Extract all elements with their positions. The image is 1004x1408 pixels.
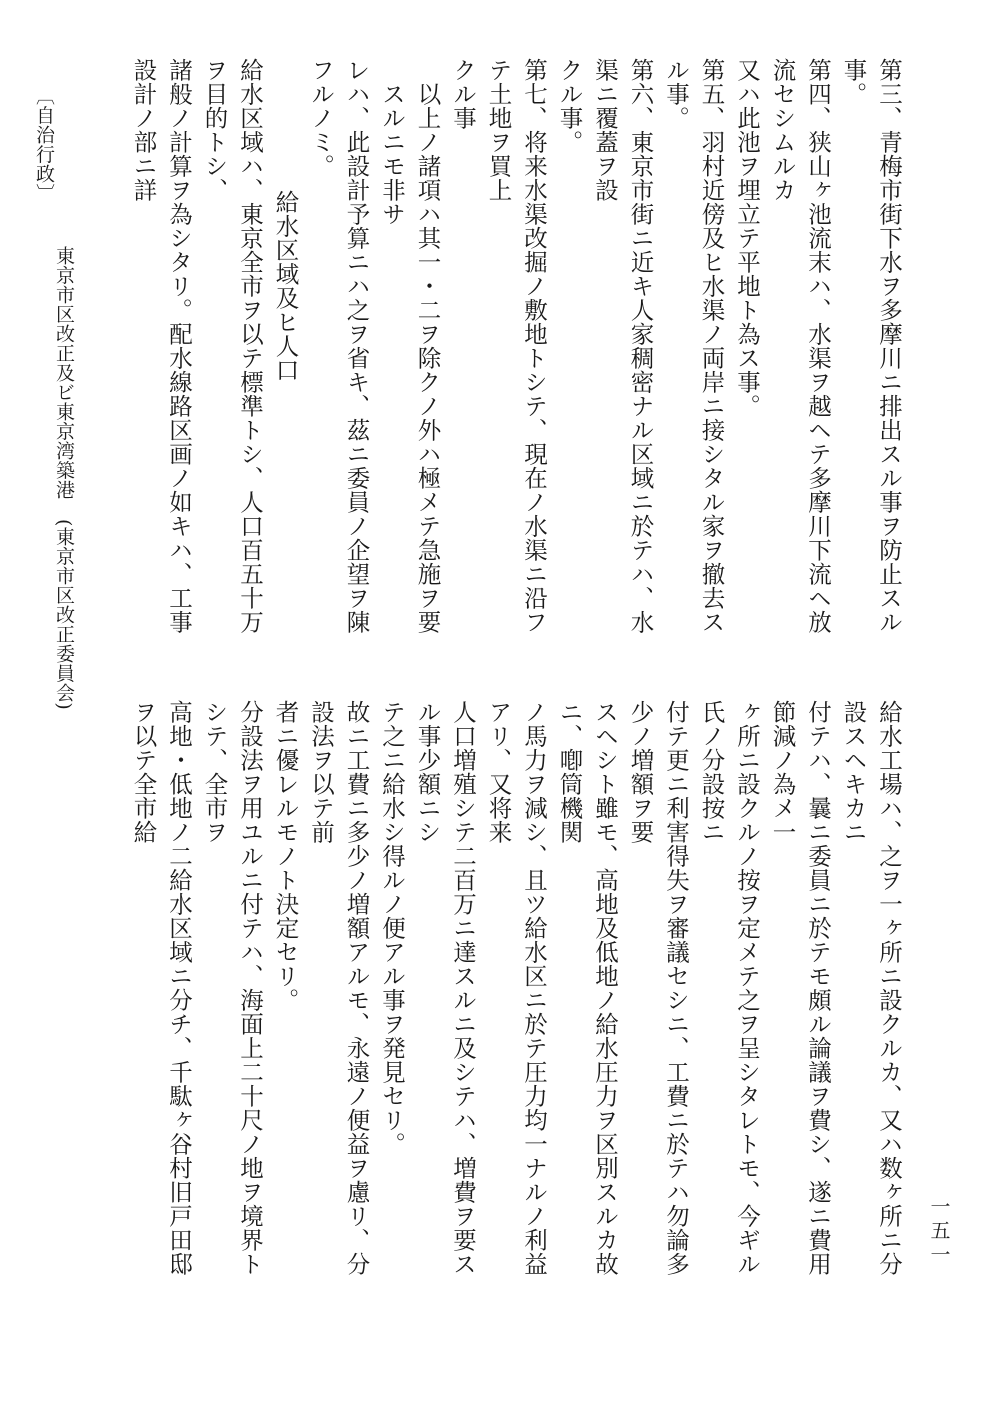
text-line: 人口増殖シテ二百万ニ達スルニ及シテハ、増費ヲ要スル事少額ニシ: [413, 700, 477, 1276]
text-line: クル事。: [555, 58, 584, 154]
text-line: テ之ニ給水シ得ルノ便アル事ヲ発見セリ。: [378, 700, 406, 1156]
text-line: ノ馬力ヲ減シ、且ツ給水区ニ於テ圧力均一ナルノ利益アリ、又将来: [484, 700, 548, 1276]
upper-text-block: [121, 58, 906, 656]
text-line: ヶ所ニ設クルノ按ヲ定メテ之ヲ呈シタレトモ、今ギル氏ノ分設按ニ: [697, 700, 761, 1276]
text-line: クル事: [449, 58, 477, 130]
text-line: スヘシト雖モ、高地及低地ノ給水圧力ヲ区別スルカ故ニ、喞筒機関: [555, 700, 619, 1276]
text-line: 故ニ工費ニ多少ノ増額アルモ、永遠ノ便益ヲ慮リ、分設法ヲ以テ前: [307, 700, 371, 1276]
text-line: 分設法ヲ用ユルニ付テハ、海面上二十尺ノ地ヲ境界トシテ、全市ヲ: [200, 700, 264, 1276]
text-line: 第六、東京市街ニ近キ人家稠密ナル区域ニ於テハ、水渠ニ覆蓋ヲ設: [591, 58, 655, 634]
text-line: 給水工場ハ、之ヲ一ヶ所ニ設クルカ、又ハ数ヶ所ニ分設スヘキカニ: [839, 700, 903, 1276]
text-line: 第四、狭山ヶ池流末ハ、水渠ヲ越ヘテ多摩川下流ヘ放流セシムルカ: [768, 58, 832, 634]
page-number: 一五一: [927, 1196, 951, 1268]
text-line: 諸般ノ計算ヲ為シタリ。配水線路区画ノ如キハ、工事設計ノ部ニ詳: [129, 58, 193, 634]
text-line: 者ニ優レルモノト決定セリ。: [271, 700, 300, 1012]
text-line: 第五、羽村近傍及ヒ水渠ノ両岸ニ接シタル家ヲ撤去スル事。: [662, 58, 726, 634]
section-heading: 給水区域及ヒ人口: [271, 189, 300, 382]
text-line: 給水区域ハ、東京全市ヲ以テ標準トシ、人口百五十万ヲ目的トシ、: [200, 58, 264, 634]
text-line: レハ、此設計予算ニハ之ヲ省キ、茲ニ委員ノ企望ヲ陳フルノミ。: [307, 58, 371, 634]
text-line: 又ハ此池ヲ埋立テ平地ト為ス事。: [733, 58, 761, 418]
text-line: 第三、青梅市街下水ヲ多摩川ニ排出スル事ヲ防止スル事。: [839, 58, 903, 634]
text-line: 第七、将来水渠改掘ノ敷地トシテ、現在ノ水渠ニ沿フテ土地ヲ買上: [484, 58, 548, 634]
article-title: 東京市区改正及ビ東京湾築港 (東京市区改正委員会): [53, 246, 75, 711]
text-line: 付テ更ニ利害得失ヲ審議セシニ、工費ニ於テハ勿論多少ノ増額ヲ要: [626, 700, 690, 1276]
text-line: 高地・低地ノ二給水区域ニ分チ、千駄ヶ谷村旧戸田邸ヲ以テ全市給: [129, 700, 193, 1276]
lower-text-block: [126, 700, 906, 1288]
text-line: 以上ノ諸項ハ其一・二ヲ除クノ外ハ極メテ急施ヲ要スルニモ非サ: [378, 81, 442, 634]
text-line: 付テハ、曩ニ委員ニ於テモ頗ル論議ヲ費シ、遂ニ費用節減ノ為メ一: [768, 700, 832, 1276]
magazine-title: 〔自治行政〕: [33, 86, 55, 203]
